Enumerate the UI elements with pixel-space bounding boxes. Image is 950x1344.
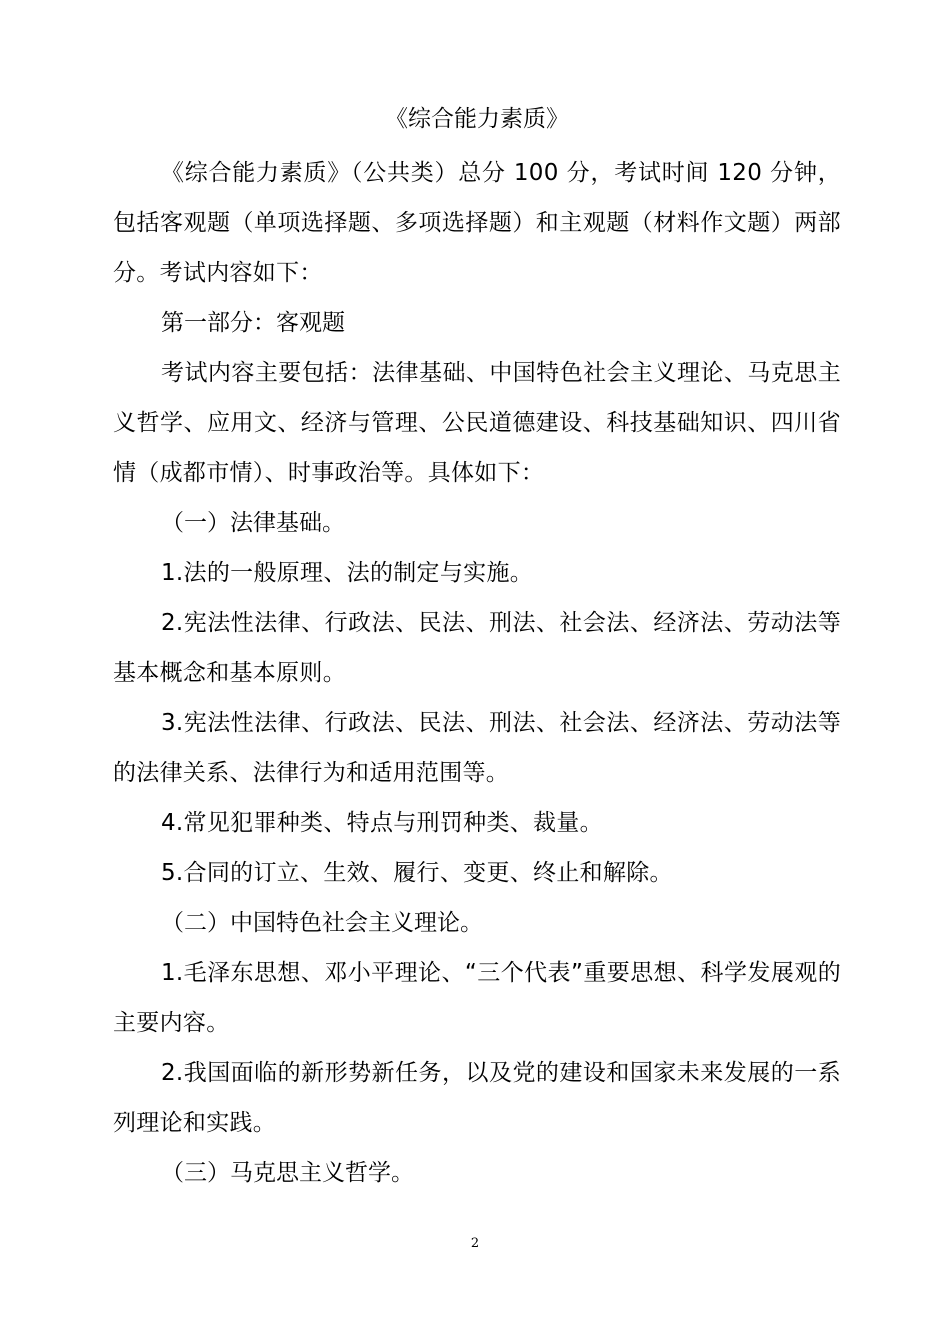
page-number: 2: [470, 1236, 480, 1251]
document-page: [113, 94, 841, 1198]
subsection-heading-philosophy: （三）马克思主义哲学。: [161, 1160, 414, 1186]
section-heading-objective: 第一部分：客观题: [161, 310, 345, 336]
document-title: 《综合能力素质》: [385, 106, 569, 132]
intro-paragraph: 《综合能力素质》（公共类）总分 100 分，考试时间 120 分钟，包括客观题（单项选择题、多项选择题）和主观题（材料作文题）两部分。考试内容如下：: [113, 160, 841, 286]
law-item-5: 5.合同的订立、生效、履行、变更、终止和解除。: [161, 860, 673, 886]
subsection-heading-law: （一）法律基础。: [161, 510, 345, 536]
law-item-1: 1.法的一般原理、法的制定与实施。: [161, 560, 534, 586]
theory-item-1: 1.毛泽东思想、邓小平理论、“三个代表”重要思想、科学发展观的主要内容。: [113, 960, 841, 1036]
theory-item-2: 2.我国面临的新形势新任务，以及党的建设和国家未来发展的一系列理论和实践。: [113, 1060, 841, 1136]
content-overview-paragraph: 考试内容主要包括：法律基础、中国特色社会主义理论、马克思主义哲学、应用文、经济与管理、公民道德建设、科技基础知识、四川省情（成都市情）、时事政治等。具体如下：: [113, 360, 841, 486]
law-item-2: 2.宪法性法律、行政法、民法、刑法、社会法、经济法、劳动法等基本概念和基本原则。: [113, 610, 841, 686]
subsection-heading-theory: （二）中国特色社会主义理论。: [161, 910, 483, 936]
law-item-3: 3.宪法性法律、行政法、民法、刑法、社会法、经济法、劳动法等的法律关系、法律行为和适用范围等。: [113, 710, 841, 786]
law-item-4: 4.常见犯罪种类、特点与刑罚种类、裁量。: [161, 810, 603, 836]
